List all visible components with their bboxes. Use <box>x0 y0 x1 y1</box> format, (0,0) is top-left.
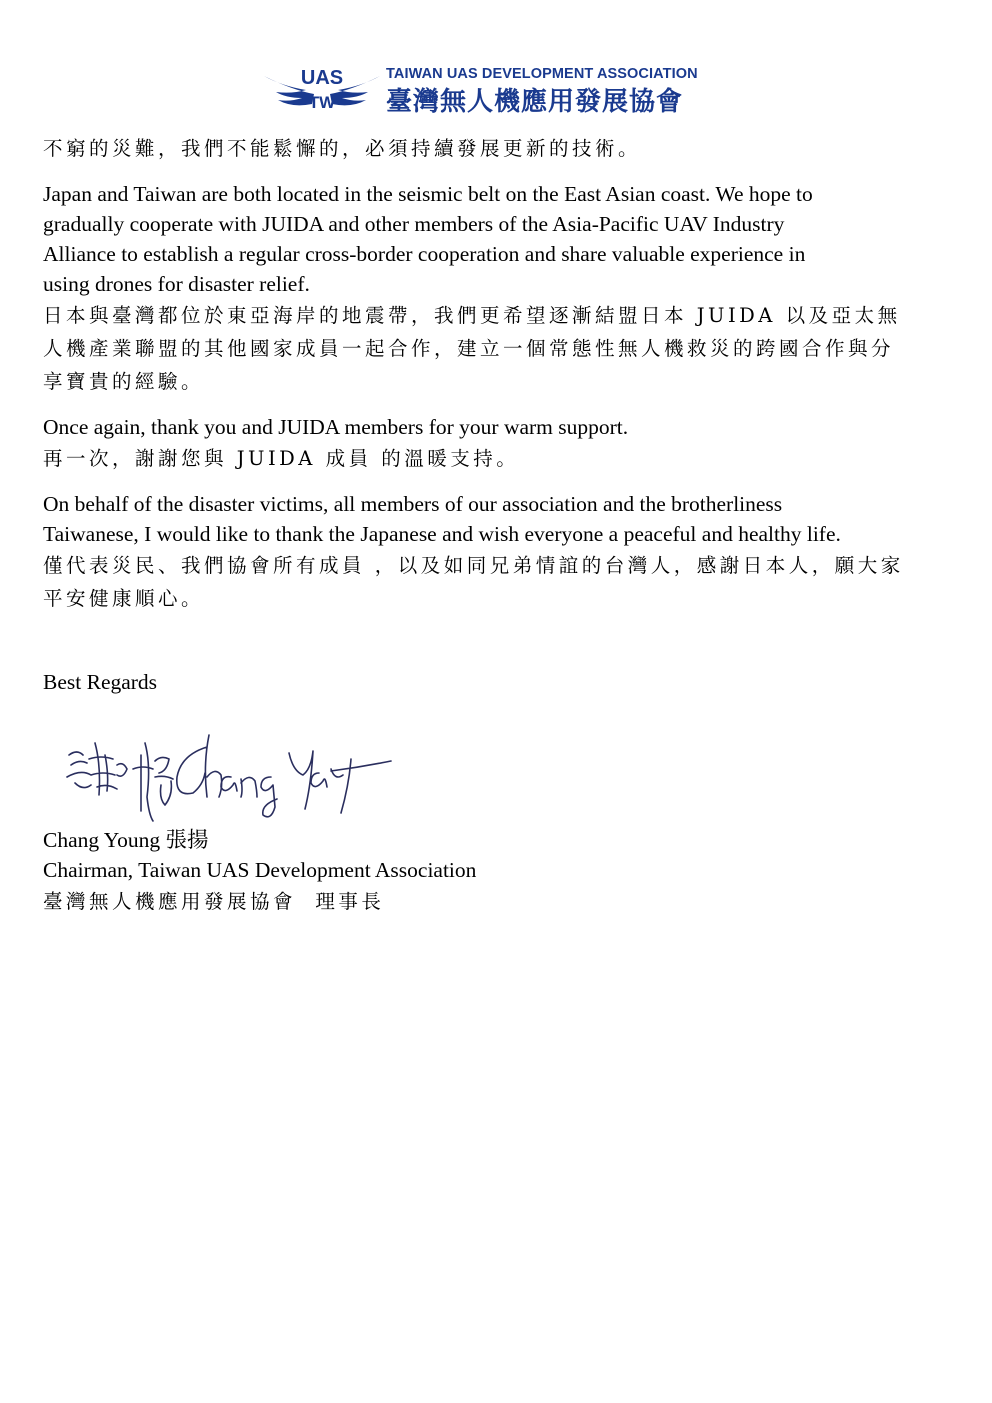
paragraph-2-en-line-1: Japan and Taiwan are both located in the seismic belt on the East Asian coast. We hope to <box>43 182 813 206</box>
handwritten-signature <box>61 725 421 825</box>
letterhead <box>262 64 732 117</box>
association-name-en: TAIWAN UAS DEVELOPMENT ASSOCIATION <box>386 66 698 82</box>
association-name-zh: 臺灣無人機應用發展協會 <box>386 87 684 117</box>
signer-title-zh: 臺灣無人機應用發展協會 理事長 <box>43 890 385 913</box>
logo-uas-text: UAS <box>300 67 344 89</box>
paragraph-4-zh-line-2: 平安健康順心。 <box>43 587 205 610</box>
paragraph-4-en-line-1: On behalf of the disaster victims, all members of our association and the brotherliness <box>43 492 783 516</box>
paragraph-3-zh: 再一次，謝謝您與 JUIDA 成員 的溫暖支持。 <box>43 447 520 470</box>
paragraph-1-zh: 不窮的災難，我們不能鬆懈的，必須持續發展更新的技術。 <box>43 137 642 160</box>
association-logo <box>262 64 382 114</box>
paragraph-2-en-line-2: gradually cooperate with JUIDA and other members of the Asia-Pacific UAV Industry <box>43 212 785 236</box>
closing: Best Regards <box>43 670 158 694</box>
signer-name: Chang Young 張揚 <box>43 828 209 852</box>
paragraph-2-zh-line-2: 人機產業聯盟的其他國家成員一起合作，建立一個常態性無人機救災的跨國合作與分 <box>43 337 895 360</box>
paragraph-2-zh-line-3: 享寶貴的經驗。 <box>43 370 205 393</box>
paragraph-2-zh-line-1: 日本與臺灣都位於東亞海岸的地震帶，我們更希望逐漸結盟日本 JUIDA 以及亞太無 <box>43 304 901 327</box>
paragraph-4-en-line-2: Taiwanese, I would like to thank the Japanese and wish everyone a peaceful and healthy life. <box>43 522 841 546</box>
paragraph-4-zh-line-1: 僅代表災民、我們協會所有成員 ，以及如同兄弟情誼的台灣人，感謝日本人，願大家 <box>43 554 904 577</box>
signer-title-en: Chairman, Taiwan UAS Development Association <box>43 858 477 882</box>
paragraph-2-en-line-3: Alliance to establish a regular cross-border cooperation and share valuable experience in <box>43 242 806 266</box>
logo-tw-text: TW <box>308 93 336 112</box>
paragraph-2-en-line-4: using drones for disaster relief. <box>43 272 310 296</box>
letter-body <box>43 132 923 918</box>
paragraph-3-en: Once again, thank you and JUIDA members for your warm support. <box>43 415 629 439</box>
